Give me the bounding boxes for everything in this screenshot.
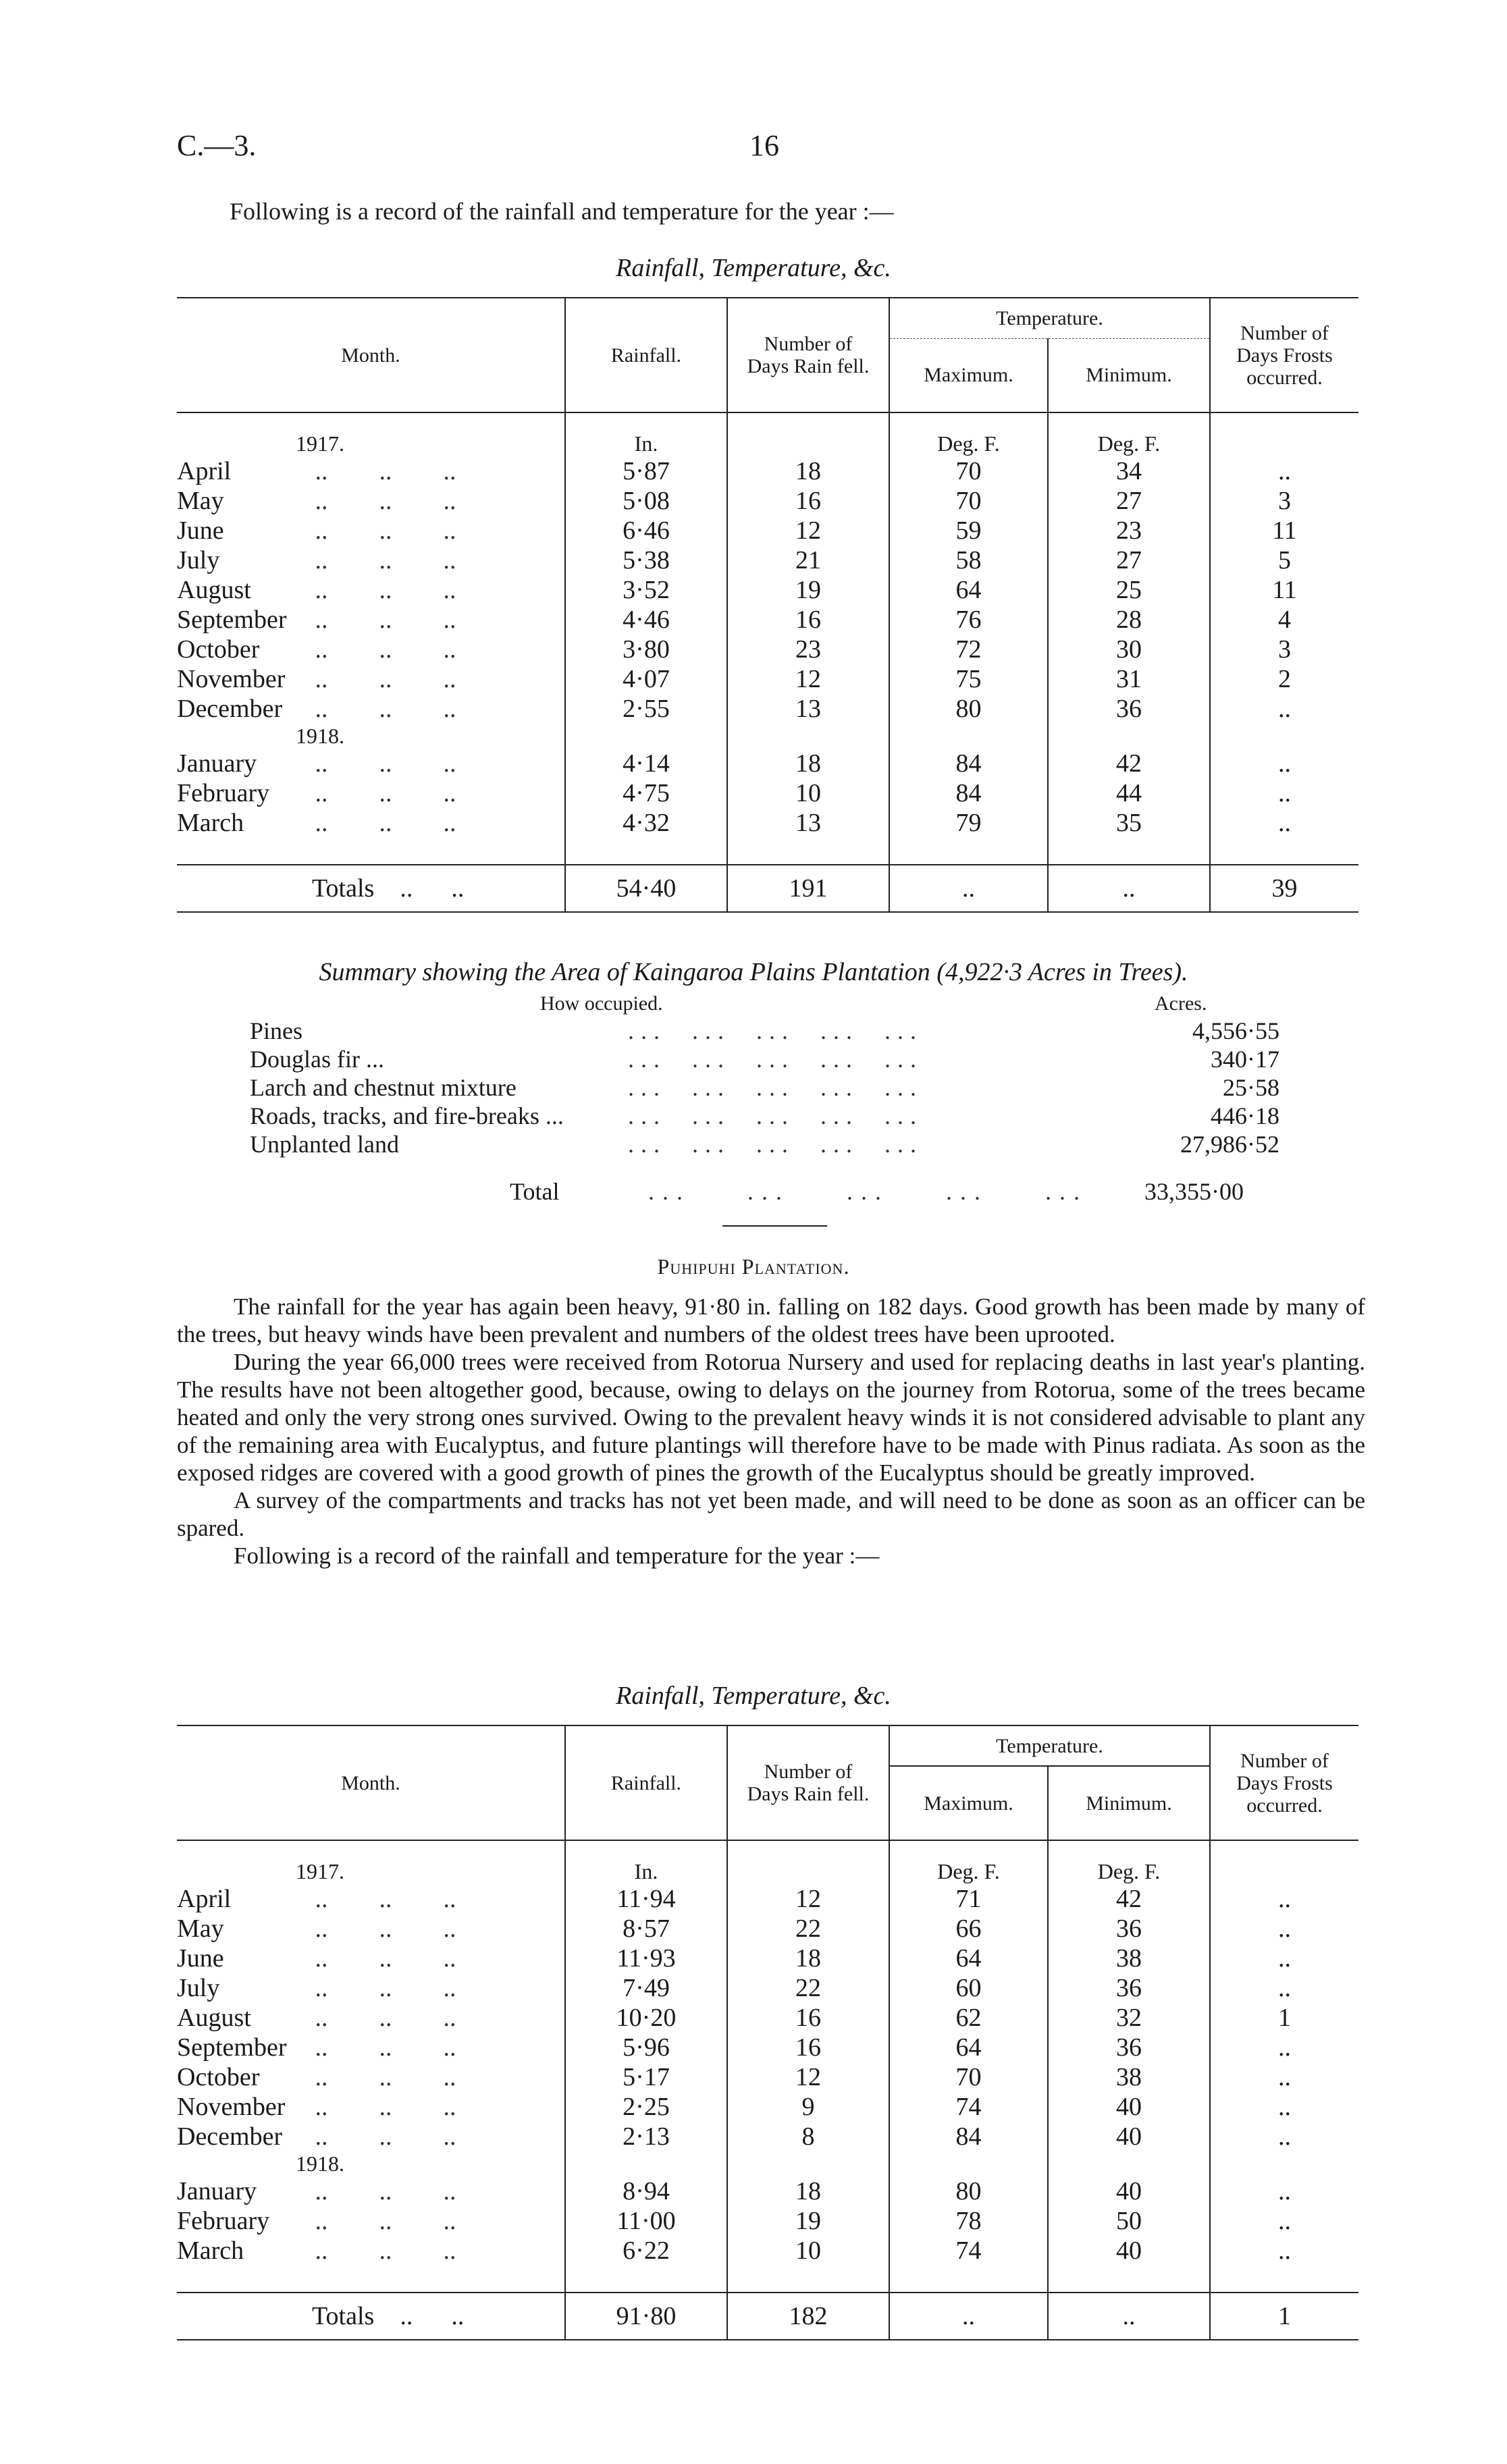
table-row — [177, 2092, 1358, 2122]
frost-days-cell: .. — [1210, 778, 1358, 808]
section-title: Puhipuhi Plantation. — [657, 1254, 850, 1279]
frost-days-cell: 11 — [1210, 516, 1358, 545]
dot-leader: ... ... ... ... ... — [628, 1131, 923, 1158]
min-temp-cell: 50 — [1048, 2206, 1210, 2236]
col-days-rain: Number of Days Rain fell. — [727, 298, 889, 412]
table-caption-1: Rainfall, Temperature, &c. — [616, 254, 891, 282]
frost-days-cell: .. — [1210, 1973, 1358, 2003]
rainfall-cell: 6·22 — [565, 2236, 727, 2266]
dot-leader: ... ... ... ... ... — [628, 1017, 923, 1044]
table-row — [177, 2003, 1358, 2033]
max-temp-cell: 75 — [889, 664, 1048, 694]
col-frosts: Number of Days Frosts occurred. — [1210, 1725, 1358, 1840]
min-temp-cell: 42 — [1048, 1884, 1210, 1914]
days-rain-cell: 9 — [727, 2092, 889, 2122]
max-temp-cell: 78 — [889, 2206, 1048, 2236]
month-cell: December .. .. .. — [177, 2122, 456, 2151]
summary-acres: 25·58 — [1223, 1074, 1279, 1101]
days-rain-cell: 10 — [727, 778, 889, 808]
dot-leader: ... ... ... ... ... — [628, 1074, 923, 1101]
max-temp-cell: 70 — [889, 2062, 1048, 2092]
table-row — [177, 575, 1358, 605]
month-cell: September .. .. .. — [177, 606, 456, 634]
max-temp-cell: 80 — [889, 694, 1048, 724]
min-temp-cell: 34 — [1048, 456, 1210, 486]
table-row — [177, 2206, 1358, 2236]
max-temp-cell: 84 — [889, 749, 1048, 778]
col-temperature: Temperature. — [889, 298, 1210, 338]
total-min: .. — [1048, 2293, 1210, 2340]
month-cell: October .. .. .. — [177, 635, 456, 664]
frost-days-cell: .. — [1210, 694, 1358, 724]
table-row — [177, 2033, 1358, 2062]
min-temp-cell: 25 — [1048, 575, 1210, 605]
summary-acres: 27,986·52 — [1180, 1131, 1279, 1158]
total-max: .. — [889, 2293, 1048, 2340]
max-temp-cell: 64 — [889, 1944, 1048, 1973]
max-temp-cell: 79 — [889, 808, 1048, 838]
max-temp-cell: 84 — [889, 2122, 1048, 2151]
max-temp-cell: 58 — [889, 545, 1048, 575]
summary-label: Pines — [250, 1017, 312, 1045]
summary-title: Summary showing the Area of Kaingaroa Plains Plantation (4,922·3 Acres in Trees). — [319, 958, 1188, 986]
month-cell: April .. .. .. — [177, 1885, 456, 1913]
days-rain-cell: 18 — [727, 1944, 889, 1973]
max-temp-cell: 74 — [889, 2092, 1048, 2122]
total-frosts: 1 — [1210, 2293, 1358, 2340]
max-temp-cell: 71 — [889, 1884, 1048, 1914]
frost-days-cell: 5 — [1210, 545, 1358, 575]
days-rain-cell: 16 — [727, 2033, 889, 2062]
min-temp-cell: 36 — [1048, 1973, 1210, 2003]
rainfall-cell: 4·32 — [565, 808, 727, 838]
col-temperature: Temperature. — [889, 1725, 1210, 1766]
table-row — [177, 1914, 1358, 1944]
total-rainfall: 54·40 — [565, 865, 727, 912]
unit-min: Deg. F. — [1048, 1859, 1210, 1884]
rainfall-cell: 3·80 — [565, 635, 727, 664]
rainfall-cell: 2·25 — [565, 2092, 727, 2122]
month-cell: May .. .. .. — [177, 487, 456, 515]
rainfall-cell: 7·49 — [565, 1973, 727, 2003]
rainfall-cell: 8·94 — [565, 2176, 727, 2206]
dot-leader: ... ... ... ... ... — [628, 1046, 923, 1073]
total-rainfall: 91·80 — [565, 2293, 727, 2340]
month-cell: March .. .. .. — [177, 809, 456, 837]
col-minimum: Minimum. — [1048, 338, 1210, 412]
table-row — [177, 1884, 1358, 1914]
days-rain-cell: 12 — [727, 516, 889, 545]
max-temp-cell: 66 — [889, 1914, 1048, 1944]
frost-days-cell: .. — [1210, 2062, 1358, 2092]
summary-total-leader: ... ... ... ... ... — [648, 1178, 1088, 1205]
summary-label: Douglas fir ... — [250, 1045, 394, 1073]
table-row — [177, 2236, 1358, 2266]
month-cell: June .. .. .. — [177, 516, 456, 545]
max-temp-cell: 64 — [889, 2033, 1048, 2062]
max-temp-cell: 70 — [889, 486, 1048, 516]
month-cell: April .. .. .. — [177, 457, 456, 485]
days-rain-cell: 23 — [727, 635, 889, 664]
max-temp-cell: 74 — [889, 2236, 1048, 2266]
month-cell: February .. .. .. — [177, 779, 456, 807]
max-temp-cell: 80 — [889, 2176, 1048, 2206]
table-row — [177, 2176, 1358, 2206]
rainfall-cell: 5·17 — [565, 2062, 727, 2092]
rainfall-cell: 5·38 — [565, 545, 727, 575]
days-rain-cell: 12 — [727, 2062, 889, 2092]
kaingaroa-rainfall-table — [177, 297, 1358, 913]
rainfall-cell: 11·93 — [565, 1944, 727, 1973]
days-rain-cell: 13 — [727, 808, 889, 838]
month-cell: August .. .. .. — [177, 2004, 456, 2032]
col-days-rain: Number of Days Rain fell. — [727, 1725, 889, 1840]
rainfall-cell: 4·46 — [565, 605, 727, 635]
col-rainfall: Rainfall. — [565, 298, 727, 412]
month-cell: September .. .. .. — [177, 2033, 456, 2062]
frost-days-cell: .. — [1210, 749, 1358, 778]
days-rain-cell: 22 — [727, 1914, 889, 1944]
table-row — [177, 749, 1358, 778]
frost-days-cell: .. — [1210, 2092, 1358, 2122]
col-maximum: Maximum. — [889, 338, 1048, 412]
rainfall-cell: 11·94 — [565, 1884, 727, 1914]
dot-leader: ... ... ... ... ... — [628, 1102, 923, 1129]
max-temp-cell: 59 — [889, 516, 1048, 545]
rainfall-cell: 5·08 — [565, 486, 727, 516]
rainfall-cell: 8·57 — [565, 1914, 727, 1944]
total-frosts: 39 — [1210, 865, 1358, 912]
col-minimum: Minimum. — [1048, 1766, 1210, 1840]
table-row — [177, 664, 1358, 694]
table-row — [177, 808, 1358, 838]
frost-days-cell: 1 — [1210, 2003, 1358, 2033]
days-rain-cell: 10 — [727, 2236, 889, 2266]
min-temp-cell: 35 — [1048, 808, 1210, 838]
frost-days-cell: 3 — [1210, 486, 1358, 516]
month-cell: October .. .. .. — [177, 2063, 456, 2091]
days-rain-cell: 21 — [727, 545, 889, 575]
month-cell: November .. .. .. — [177, 665, 456, 693]
col-month: Month. — [177, 1725, 565, 1840]
summary-acres: 446·18 — [1211, 1102, 1279, 1129]
col-frosts: Number of Days Frosts occurred. — [1210, 298, 1358, 412]
summary-row — [250, 1073, 1279, 1102]
year-label-1918: 1918. — [296, 2151, 344, 2176]
table-row — [177, 1944, 1358, 1973]
month-cell: January .. .. .. — [177, 2177, 456, 2205]
summary-row — [250, 1017, 1279, 1045]
unit-min: Deg. F. — [1048, 431, 1210, 456]
table-row — [177, 778, 1358, 808]
days-rain-cell: 18 — [727, 456, 889, 486]
min-temp-cell: 38 — [1048, 1944, 1210, 1973]
col-rainfall: Rainfall. — [565, 1725, 727, 1840]
rainfall-cell: 2·55 — [565, 694, 727, 724]
unit-max: Deg. F. — [889, 1859, 1048, 1884]
month-cell: November .. .. .. — [177, 2093, 456, 2121]
min-temp-cell: 36 — [1048, 1914, 1210, 1944]
max-temp-cell: 70 — [889, 456, 1048, 486]
min-temp-cell: 40 — [1048, 2176, 1210, 2206]
table-row — [177, 1973, 1358, 2003]
month-cell: August .. .. .. — [177, 576, 456, 604]
summary-list — [250, 1017, 1279, 1158]
table-row — [177, 635, 1358, 664]
frost-days-cell: .. — [1210, 456, 1358, 486]
unit-rainfall: In. — [565, 431, 727, 456]
section-divider — [722, 1225, 827, 1227]
days-rain-cell: 8 — [727, 2122, 889, 2151]
month-cell: February .. .. .. — [177, 2207, 456, 2235]
frost-days-cell: .. — [1210, 1884, 1358, 1914]
body-paragraphs — [177, 1293, 1365, 1570]
table-row — [177, 2062, 1358, 2092]
totals-row-label: Totals .. .. — [177, 2293, 565, 2340]
table-row — [177, 456, 1358, 486]
summary-label: Unplanted land — [250, 1130, 408, 1158]
min-temp-cell: 30 — [1048, 635, 1210, 664]
frost-days-cell: .. — [1210, 1914, 1358, 1944]
max-temp-cell: 72 — [889, 635, 1048, 664]
table-row — [177, 2122, 1358, 2151]
max-temp-cell: 62 — [889, 2003, 1048, 2033]
summary-col-how: How occupied. — [540, 992, 663, 1015]
days-rain-cell: 16 — [727, 605, 889, 635]
month-cell: December .. .. .. — [177, 695, 456, 723]
min-temp-cell: 42 — [1048, 749, 1210, 778]
max-temp-cell: 64 — [889, 575, 1048, 605]
month-cell: July .. .. .. — [177, 546, 456, 574]
frost-days-cell: .. — [1210, 2206, 1358, 2236]
paragraph-3: A survey of the compartments and tracks has not yet been made, and will need to be done as soon as an officer can be spared. — [177, 1487, 1365, 1541]
table-caption-2: Rainfall, Temperature, &c. — [616, 1682, 891, 1710]
days-rain-cell: 18 — [727, 749, 889, 778]
summary-col-acres: Acres. — [1155, 992, 1207, 1015]
month-cell: July .. .. .. — [177, 1974, 456, 2002]
puhipuhi-rainfall-table — [177, 1725, 1358, 2340]
frost-days-cell: 2 — [1210, 664, 1358, 694]
frost-days-cell: .. — [1210, 808, 1358, 838]
summary-acres: 340·17 — [1211, 1046, 1279, 1073]
min-temp-cell: 40 — [1048, 2236, 1210, 2266]
min-temp-cell: 38 — [1048, 2062, 1210, 2092]
days-rain-cell: 12 — [727, 1884, 889, 1914]
intro-text: Following is a record of the rainfall and temperature for the year :— — [230, 198, 894, 225]
rainfall-cell: 11·00 — [565, 2206, 727, 2236]
summary-row — [250, 1045, 1279, 1073]
unit-max: Deg. F. — [889, 431, 1048, 456]
rainfall-cell: 5·96 — [565, 2033, 727, 2062]
rainfall-cell: 10·20 — [565, 2003, 727, 2033]
month-cell: May .. .. .. — [177, 1914, 456, 1943]
table-row — [177, 486, 1358, 516]
days-rain-cell: 19 — [727, 575, 889, 605]
summary-row — [250, 1130, 1279, 1158]
document-code: C.—3. — [177, 129, 257, 162]
totals-row-label: Totals .. .. — [177, 865, 565, 912]
min-temp-cell: 36 — [1048, 2033, 1210, 2062]
summary-acres: 4,556·55 — [1192, 1017, 1279, 1044]
max-temp-cell: 84 — [889, 778, 1048, 808]
frost-days-cell: .. — [1210, 2122, 1358, 2151]
unit-rainfall: In. — [565, 1859, 727, 1884]
frost-days-cell: .. — [1210, 2236, 1358, 2266]
table-row — [177, 694, 1358, 724]
days-rain-cell: 13 — [727, 694, 889, 724]
summary-total-label: Total — [510, 1178, 560, 1205]
rainfall-cell: 5·87 — [565, 456, 727, 486]
paragraph-2: During the year 66,000 trees were received from Rotorua Nursery and used for replacing deaths in last year's planting. The results have not been altogether good, because, owing to delays on the journey from Rotorua, some of the trees became heated and only the very strong ones survived. Owing to the prevalent heavy winds it is not considered advisable to plant any of the remaining area with Eucalyptus, and future plantings will therefore have to be made with Pinus radiata. As soon as the exposed ridges are covered with a good growth of pines the growth of the Eucalyptus should be greatly improved. — [177, 1349, 1365, 1486]
total-max: .. — [889, 865, 1048, 912]
max-temp-cell: 60 — [889, 1973, 1048, 2003]
year-label-1917: 1917. — [296, 1859, 344, 1883]
min-temp-cell: 23 — [1048, 516, 1210, 545]
rainfall-cell: 4·14 — [565, 749, 727, 778]
max-temp-cell: 76 — [889, 605, 1048, 635]
summary-total-value: 33,355·00 — [1144, 1178, 1244, 1205]
table-row — [177, 516, 1358, 545]
days-rain-cell: 22 — [727, 1973, 889, 2003]
col-maximum: Maximum. — [889, 1766, 1048, 1840]
rainfall-cell: 3·52 — [565, 575, 727, 605]
frost-days-cell: .. — [1210, 1944, 1358, 1973]
table-row — [177, 545, 1358, 575]
paragraph-1: The rainfall for the year has again been heavy, 91·80 in. falling on 182 days. Good growth has been made by many of the trees, but heavy winds have been prevalent and numbers of the oldest trees have been uprooted. — [177, 1293, 1365, 1347]
total-min: .. — [1048, 865, 1210, 912]
days-rain-cell: 18 — [727, 2176, 889, 2206]
frost-days-cell: 3 — [1210, 635, 1358, 664]
paragraph-4: Following is a record of the rainfall and temperature for the year :— — [234, 1543, 880, 1569]
total-days: 182 — [727, 2293, 889, 2340]
rainfall-cell: 4·75 — [565, 778, 727, 808]
days-rain-cell: 16 — [727, 486, 889, 516]
page-number: 16 — [749, 129, 779, 162]
min-temp-cell: 40 — [1048, 2122, 1210, 2151]
month-cell: March .. .. .. — [177, 2237, 456, 2265]
year-label-1918: 1918. — [296, 724, 344, 748]
min-temp-cell: 27 — [1048, 486, 1210, 516]
frost-days-cell: .. — [1210, 2033, 1358, 2062]
min-temp-cell: 31 — [1048, 664, 1210, 694]
min-temp-cell: 28 — [1048, 605, 1210, 635]
month-cell: January .. .. .. — [177, 749, 456, 778]
frost-days-cell: 11 — [1210, 575, 1358, 605]
rainfall-cell: 2·13 — [565, 2122, 727, 2151]
year-label-1917: 1917. — [296, 431, 344, 456]
frost-days-cell: 4 — [1210, 605, 1358, 635]
summary-row — [250, 1102, 1279, 1130]
month-cell: June .. .. .. — [177, 1944, 456, 1973]
rainfall-cell: 6·46 — [565, 516, 727, 545]
days-rain-cell: 16 — [727, 2003, 889, 2033]
days-rain-cell: 19 — [727, 2206, 889, 2236]
table-row — [177, 605, 1358, 635]
rainfall-cell: 4·07 — [565, 664, 727, 694]
min-temp-cell: 40 — [1048, 2092, 1210, 2122]
total-days: 191 — [727, 865, 889, 912]
frost-days-cell: .. — [1210, 2176, 1358, 2206]
min-temp-cell: 32 — [1048, 2003, 1210, 2033]
col-month: Month. — [177, 298, 565, 412]
min-temp-cell: 44 — [1048, 778, 1210, 808]
min-temp-cell: 36 — [1048, 694, 1210, 724]
days-rain-cell: 12 — [727, 664, 889, 694]
min-temp-cell: 27 — [1048, 545, 1210, 575]
summary-label: Larch and chestnut mixture — [250, 1073, 526, 1102]
summary-label: Roads, tracks, and fire-breaks ... — [250, 1102, 573, 1130]
